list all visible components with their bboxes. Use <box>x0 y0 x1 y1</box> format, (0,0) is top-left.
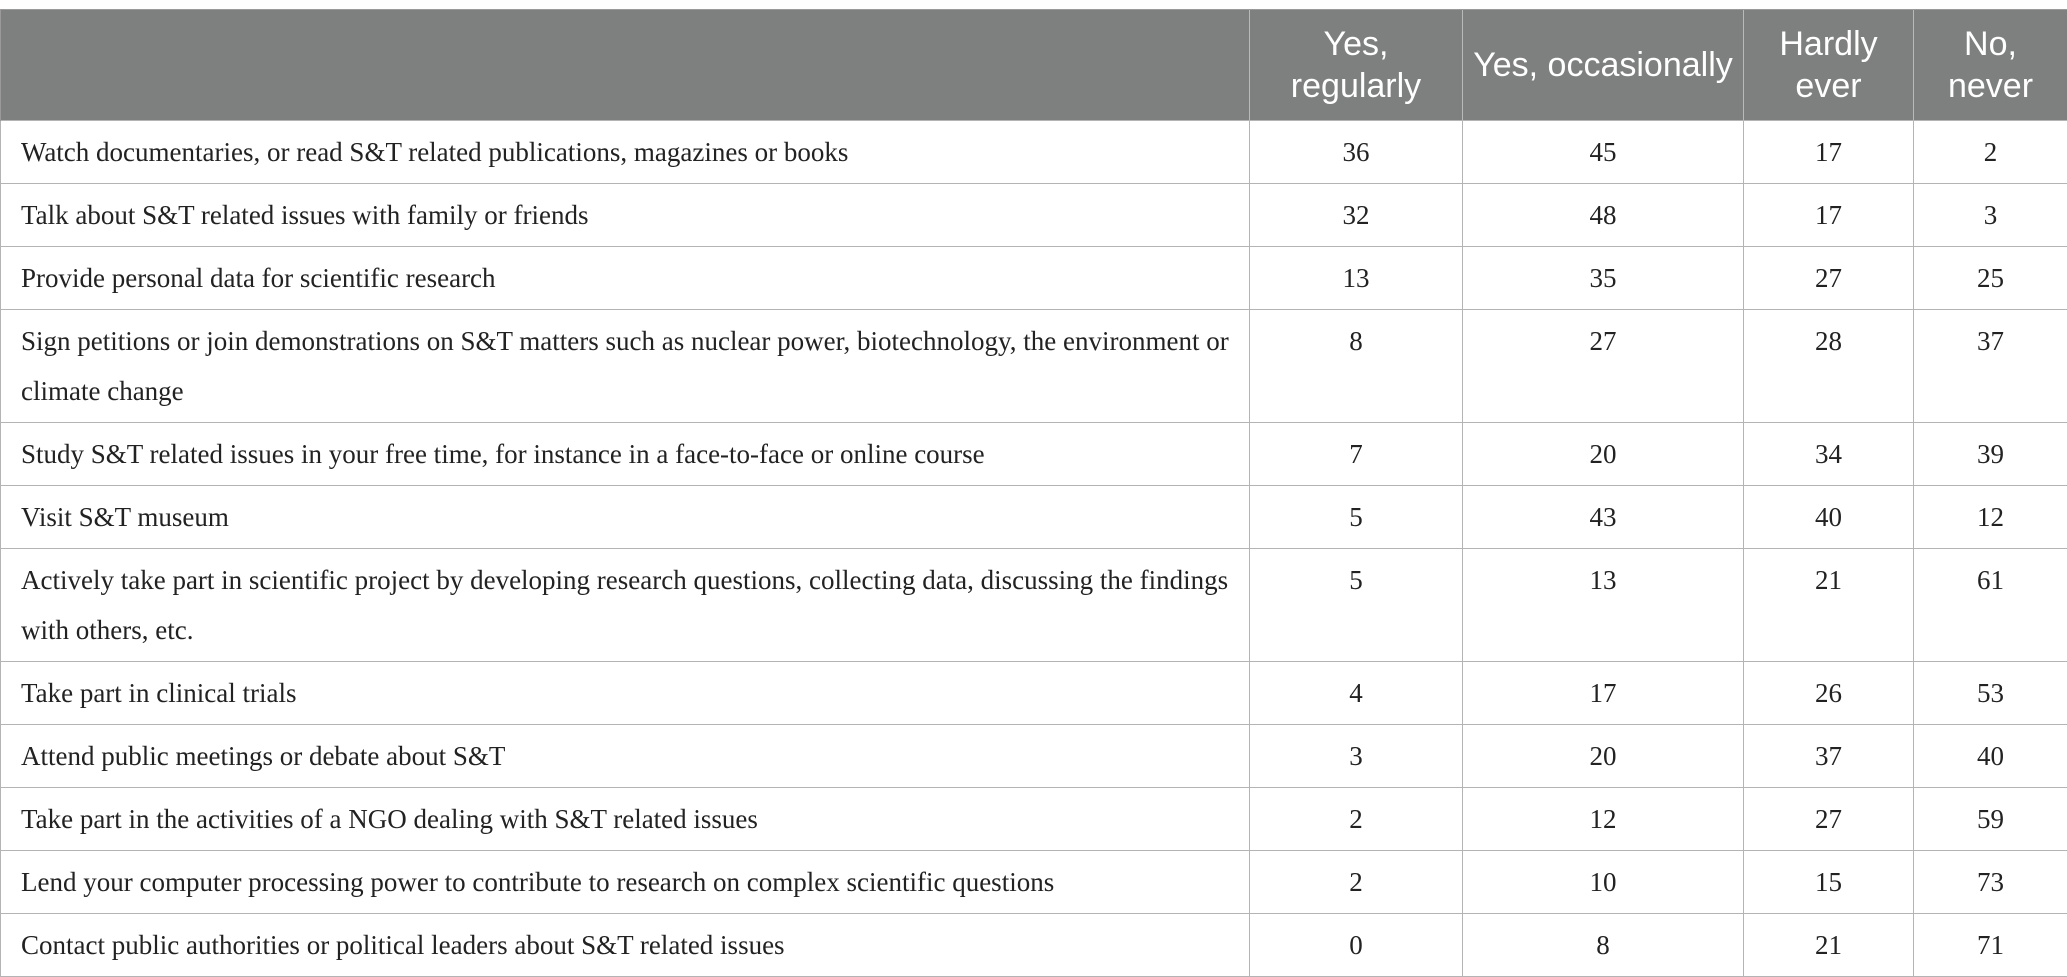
value-hardly-ever: 37 <box>1744 725 1914 788</box>
value-no-never: 3 <box>1914 184 2067 247</box>
value-yes-regularly: 5 <box>1250 486 1463 549</box>
value-no-never: 12 <box>1914 486 2067 549</box>
row-label: Attend public meetings or debate about S&T <box>1 725 1250 788</box>
table-row <box>1 486 2067 549</box>
value-yes-regularly: 0 <box>1250 914 1463 977</box>
row-label: Study S&T related issues in your free time, for instance in a face-to-face or online course <box>1 423 1250 486</box>
value-hardly-ever: 17 <box>1744 184 1914 247</box>
table-row <box>1 247 2067 310</box>
survey-table <box>0 9 2067 977</box>
table-row <box>1 423 2067 486</box>
value-hardly-ever: 21 <box>1744 914 1914 977</box>
value-no-never: 25 <box>1914 247 2067 310</box>
table-row <box>1 788 2067 851</box>
row-label: Contact public authorities or political leaders about S&T related issues <box>1 914 1250 977</box>
value-yes-regularly: 36 <box>1250 121 1463 184</box>
value-yes-regularly: 2 <box>1250 788 1463 851</box>
value-yes-occasionally: 45 <box>1463 121 1744 184</box>
value-hardly-ever: 34 <box>1744 423 1914 486</box>
value-yes-occasionally: 13 <box>1463 549 1744 662</box>
value-yes-regularly: 2 <box>1250 851 1463 914</box>
row-label: Visit S&T museum <box>1 486 1250 549</box>
value-yes-occasionally: 48 <box>1463 184 1744 247</box>
row-label: Lend your computer processing power to contribute to research on complex scientific questions <box>1 851 1250 914</box>
header-cell-yes-occasionally: Yes, occasionally <box>1463 10 1744 121</box>
value-yes-occasionally: 35 <box>1463 247 1744 310</box>
value-yes-regularly: 4 <box>1250 662 1463 725</box>
value-yes-occasionally: 12 <box>1463 788 1744 851</box>
value-hardly-ever: 26 <box>1744 662 1914 725</box>
value-no-never: 39 <box>1914 423 2067 486</box>
value-hardly-ever: 17 <box>1744 121 1914 184</box>
value-yes-regularly: 5 <box>1250 549 1463 662</box>
table-row <box>1 662 2067 725</box>
value-no-never: 71 <box>1914 914 2067 977</box>
value-hardly-ever: 27 <box>1744 788 1914 851</box>
table-header <box>1 10 2067 121</box>
value-hardly-ever: 40 <box>1744 486 1914 549</box>
value-yes-occasionally: 20 <box>1463 725 1744 788</box>
value-yes-regularly: 8 <box>1250 310 1463 423</box>
value-yes-occasionally: 20 <box>1463 423 1744 486</box>
header-cell-hardly-ever: Hardly ever <box>1744 10 1914 121</box>
table-row <box>1 184 2067 247</box>
value-no-never: 2 <box>1914 121 2067 184</box>
table-row <box>1 851 2067 914</box>
table-row <box>1 914 2067 977</box>
header-row <box>1 10 2067 121</box>
row-label: Actively take part in scientific project by developing research questions, collecting data, discussing the findings with others, etc. <box>1 549 1250 662</box>
row-label: Take part in the activities of a NGO dealing with S&T related issues <box>1 788 1250 851</box>
table-row <box>1 549 2067 662</box>
value-hardly-ever: 28 <box>1744 310 1914 423</box>
value-no-never: 61 <box>1914 549 2067 662</box>
row-label: Provide personal data for scientific research <box>1 247 1250 310</box>
value-hardly-ever: 21 <box>1744 549 1914 662</box>
table-row <box>1 310 2067 423</box>
value-hardly-ever: 15 <box>1744 851 1914 914</box>
value-yes-occasionally: 43 <box>1463 486 1744 549</box>
value-no-never: 59 <box>1914 788 2067 851</box>
row-label: Watch documentaries, or read S&T related publications, magazines or books <box>1 121 1250 184</box>
value-hardly-ever: 27 <box>1744 247 1914 310</box>
value-yes-occasionally: 17 <box>1463 662 1744 725</box>
header-cell-empty <box>1 10 1250 121</box>
value-no-never: 37 <box>1914 310 2067 423</box>
value-yes-occasionally: 8 <box>1463 914 1744 977</box>
table-body <box>1 121 2067 977</box>
row-label: Sign petitions or join demonstrations on S&T matters such as nuclear power, biotechnology, the environment or climate change <box>1 310 1250 423</box>
value-no-never: 73 <box>1914 851 2067 914</box>
header-cell-yes-regularly: Yes, regularly <box>1250 10 1463 121</box>
row-label: Take part in clinical trials <box>1 662 1250 725</box>
value-yes-regularly: 32 <box>1250 184 1463 247</box>
value-yes-regularly: 13 <box>1250 247 1463 310</box>
table-row <box>1 121 2067 184</box>
table-row <box>1 725 2067 788</box>
value-no-never: 53 <box>1914 662 2067 725</box>
row-label: Talk about S&T related issues with family or friends <box>1 184 1250 247</box>
value-yes-occasionally: 10 <box>1463 851 1744 914</box>
value-yes-occasionally: 27 <box>1463 310 1744 423</box>
value-no-never: 40 <box>1914 725 2067 788</box>
value-yes-regularly: 3 <box>1250 725 1463 788</box>
value-yes-regularly: 7 <box>1250 423 1463 486</box>
header-cell-no-never: No, never <box>1914 10 2067 121</box>
